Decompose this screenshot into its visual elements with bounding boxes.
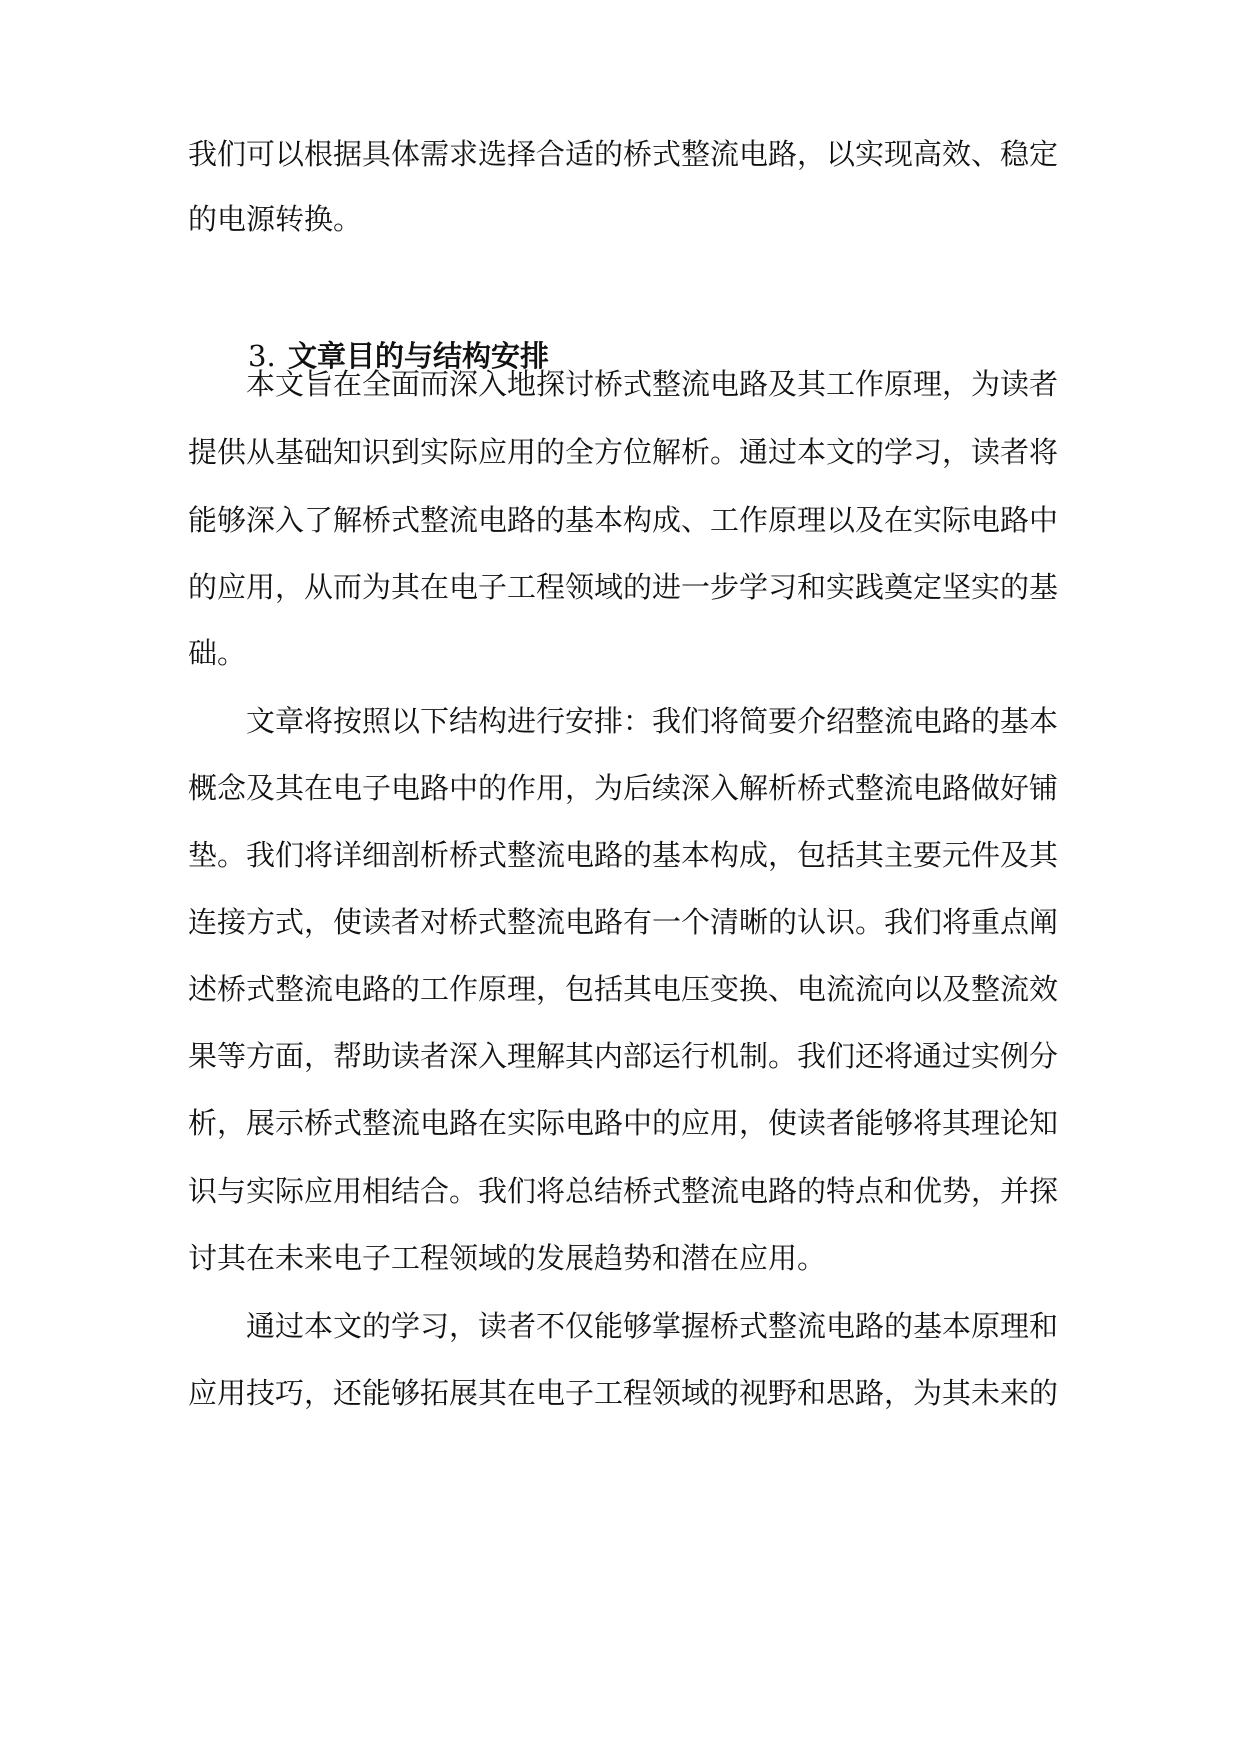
paragraph-line: 通过本文的学习，读者不仅能够掌握桥式整流电路的基本原理和 — [246, 1309, 1059, 1343]
paragraph-line: 识与实际应用相结合。我们将总结桥式整流电路的特点和优势，并探 — [188, 1174, 1059, 1208]
paragraph-line: 概念及其在电子电路中的作用，为后续深入解析桥式整流电路做好铺 — [188, 771, 1059, 805]
section-title: 文章目的与结构安排 — [288, 339, 550, 373]
paragraph-line: 提供从基础知识到实际应用的全方位解析。通过本文的学习，读者将 — [188, 435, 1059, 469]
paragraph-line: 的应用，从而为其在电子工程领域的进一步学习和实践奠定坚实的基 — [188, 570, 1059, 604]
paragraph-line: 文章将按照以下结构进行安排：我们将简要介绍整流电路的基本 — [246, 704, 1059, 738]
paragraph-line: 应用技巧，还能够拓展其在电子工程领域的视野和思路，为其未来的 — [188, 1376, 1059, 1410]
section-number: 3. — [248, 339, 276, 373]
paragraph-line: 连接方式，使读者对桥式整流电路有一个清晰的认识。我们将重点阐 — [188, 905, 1059, 939]
paragraph-line: 讨其在未来电子工程领域的发展趋势和潜在应用。 — [188, 1241, 827, 1275]
paragraph-line: 垫。我们将详细剖析桥式整流电路的基本构成，包括其主要元件及其 — [188, 838, 1059, 872]
paragraph-line: 析，展示桥式整流电路在实际电路中的应用，使读者能够将其理论知 — [188, 1106, 1059, 1140]
paragraph-line: 本文旨在全面而深入地探讨桥式整流电路及其工作原理，为读者 — [246, 367, 1059, 401]
paragraph-line: 我们可以根据具体需求选择合适的桥式整流电路，以实现高效、稳定 — [188, 137, 1059, 171]
paragraph-line: 能够深入了解桥式整流电路的基本构成、工作原理以及在实际电路中 — [188, 503, 1059, 537]
paragraph-line: 果等方面，帮助读者深入理解其内部运行机制。我们还将通过实例分 — [188, 1039, 1059, 1073]
paragraph-line: 述桥式整流电路的工作原理，包括其电压变换、电流流向以及整流效 — [188, 972, 1059, 1006]
paragraph-line: 的电源转换。 — [188, 202, 363, 236]
paragraph-line: 础。 — [188, 636, 247, 670]
